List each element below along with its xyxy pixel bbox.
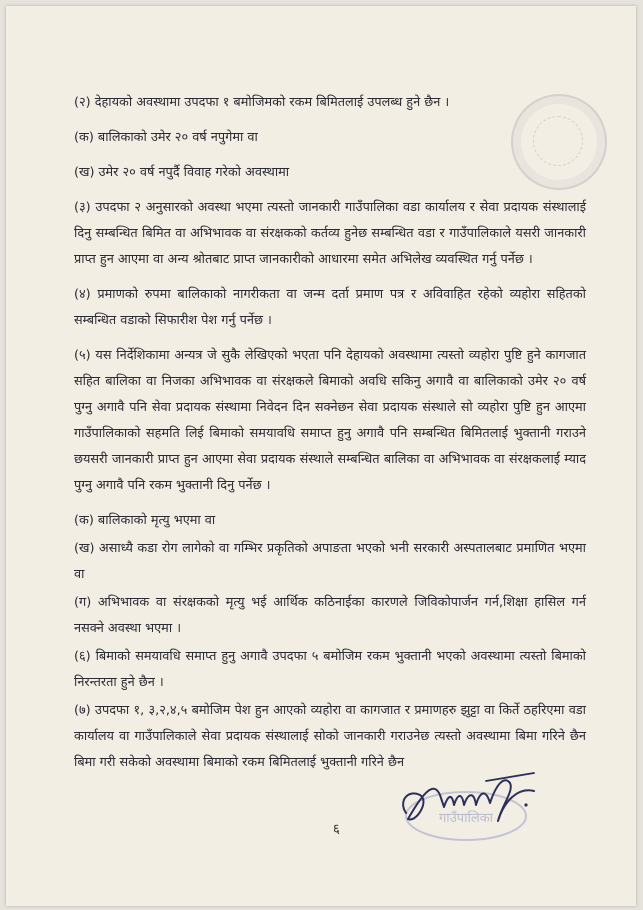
clause-5: (५) यस निर्देशिकामा अन्यत्र जे सुकै लेखिएको भएता पनि देहायको अवस्थामा त्यस्तो व्यहोरा पुष्टि हुने कागजात सहित बालिका वा निजका अभिभावक वा संरक्षकले बिमाको अवधि सकिनु अगावै वा बालिकाको उमेर २० वर्ष पुग्नु अगावै पनि सेवा प्रदायक संस्थामा निवेदन दिन सक्नेछन सेवा प्रदायक संस्थाले सो व्यहोरा पुष्टि हुन आएमा गाउँपालिकाको सहमति लिई बिमाको समयावधि समाप्त हुनु अगावै पनि सम्बन्धित बिमितलाई भुक्तानी गराउने छयसरी जानकारी प्राप्त हुन आएमा सेवा प्रदायक संस्थाले सम्बन्धित बालिका वा अभिभावक वा संरक्षकलाई म्याद पुग्नु अगावै पनि रकम भुक्तानी दिनु पर्नेछ । [74,348,586,493]
clause-5-ga: (ग) अभिभावक वा संरक्षकको मृत्यु भई आर्थिक कठिनाईका कारणले जिविकोपार्जन गर्न,शिक्षा हासिल गर्न नसक्ने अवस्था भएमा । [74,595,586,636]
clause-2-ka: (क) बालिकाको उमेर २० वर्ष नपुगेमा वा [74,130,258,145]
signature [394,761,549,831]
document-page [6,6,636,906]
stamp-text: गाउँपालिका [438,811,494,826]
clause-4: (४) प्रमाणको रुपमा बालिकाको नागरीकता वा जन्म दर्ता प्रमाण पत्र र अविवाहित रहेको व्यहोरा सहितको सम्बन्धित वडाको सिफारीश पेश गर्नु पर्नेछ । [74,287,586,328]
clause-5-ka: (क) बालिकाको मृत्यु भएमा वा [74,513,216,528]
document-body [74,90,586,778]
clause-2: (२) देहायको अवस्थामा उपदफा १ बमोजिमको रकम बिमितलाई उपलब्ध हुने छैन । [74,95,450,110]
page-number: ६ [333,822,340,837]
clause-3: (३) उपदफा २ अनुसारको अवस्था भएमा त्यस्तो जानकारी गाउँपालिका वडा कार्यालय र सेवा प्रदायक संस्थालाई दिनु सम्बन्धित बिमित वा अभिभावक वा संरक्षकको कर्तव्य हुनेछ सम्बन्धित वडा र गाउँपालिकाले यसरी जानकारी प्राप्त हुन आएमा वा अन्य श्रोतबाट प्राप्त जानकारीको आधारमा समेत अभिलेख व्यवस्थित गर्नु पर्नेछ । [74,200,586,267]
clause-2-kha: (ख) उमेर २० वर्ष नपुर्दै विवाह गरेको अवस्थामा [74,165,290,180]
clause-6: (६) बिमाको समयावधि समाप्त हुनु अगावै उपदफा ५ बमोजिम रकम भुक्तानी भएको अवस्थामा त्यस्तो बिमाको निरन्तरता हुने छैन । [74,649,586,690]
clause-5-kha: (ख) असाध्यै कडा रोग लागेको वा गम्भिर प्रकृतिको अपाङता भएको भनी सरकारी अस्पतालबाट प्रमाणित भएमा वा [74,541,586,582]
clause-7: (७) उपदफा १, ३,२,४,५ बमोजिम पेश हुन आएको व्यहोरा वा कागजात र प्रमाणहरु झुट्टा वा किर्ते ठहरिएमा वडा कार्यालय वा गाउँपालिकाले सेवा प्रदायक संस्थालाई सोको जानकारी गराउनेछ त्यस्तो अवस्थामा बिमा गरिने छैन बिमा गरी सकेको अवस्थामा बिमाको रकम बिमितलाई भुक्तानी गरिने छैन [74,703,586,770]
